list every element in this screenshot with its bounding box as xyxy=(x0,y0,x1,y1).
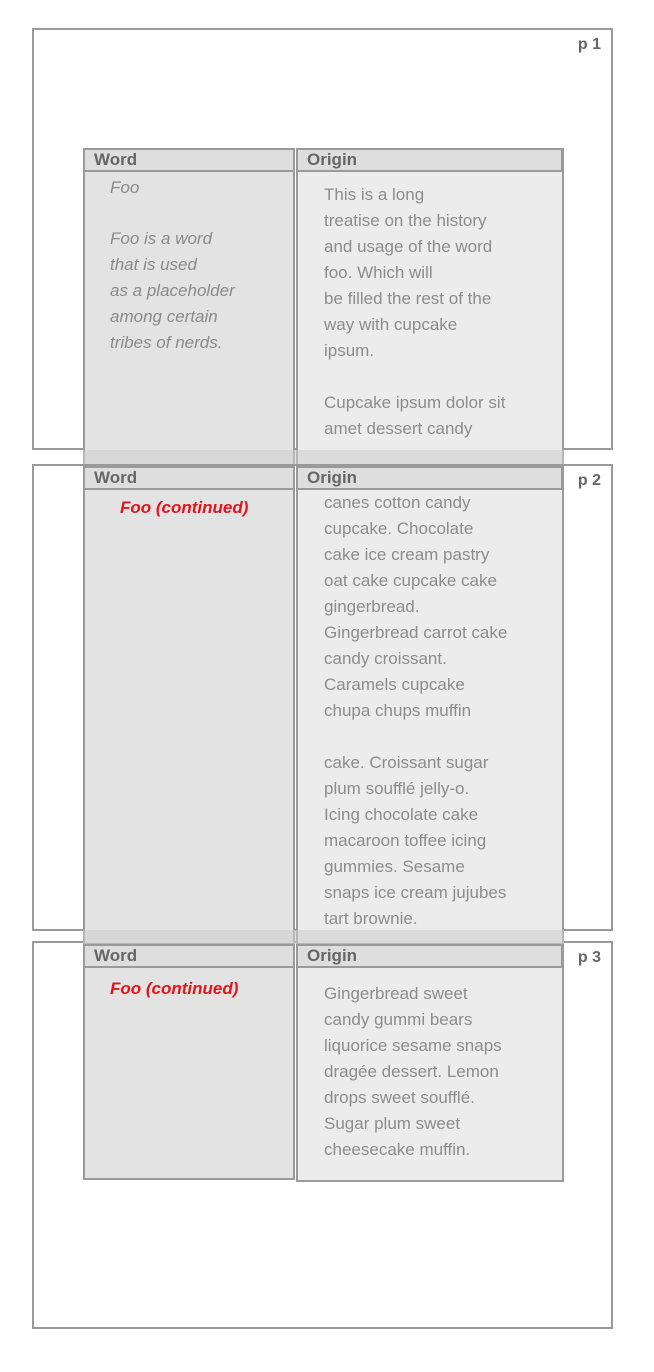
page-break-overlap xyxy=(83,930,564,944)
origin-column-header: Origin xyxy=(296,148,563,172)
word-continued-label: Foo (continued) xyxy=(120,498,249,517)
word-cell xyxy=(83,465,295,945)
origin-column-header: Origin xyxy=(296,944,563,968)
origin-column-header: Origin xyxy=(296,466,563,490)
word-column-header: Word xyxy=(83,944,295,968)
word-definition: Foo is a word that is used as a placeholder among certain tribes of nerds. xyxy=(110,229,235,352)
word-column-header: Word xyxy=(83,466,295,490)
word-term: Foo xyxy=(110,178,140,197)
page-number: p 3 xyxy=(577,949,601,966)
origin-text: This is a long treatise on the history and usage of the word foo. Which will be filled the rest of the way with cupcake ipsum. Cupcake ipsum dolor sit amet dessert candy xyxy=(324,185,506,438)
origin-text: Gingerbread sweet candy gummi bears liquorice sesame snaps dragée dessert. Lemon drops sweet soufflé. Sugar plum sweet cheesecake muffin. xyxy=(324,984,502,1159)
word-column-header: Word xyxy=(83,148,295,172)
origin-text: canes cotton candy cupcake. Chocolate cake ice cream pastry oat cake cupcake cake gingerbread. Gingerbread carrot cake candy croissant. Caramels cupcake chupa chups muffin cake. Croissant sugar plum soufflé jelly-o. Icing chocolate cake macaroon toffee icing gummies. Sesame snaps ice cream jujubes tart brownie. xyxy=(324,493,508,928)
page-break-overlap xyxy=(83,450,564,464)
page-number: p 1 xyxy=(577,36,601,53)
page-number: p 2 xyxy=(577,472,601,489)
word-continued-label: Foo (continued) xyxy=(110,979,239,998)
